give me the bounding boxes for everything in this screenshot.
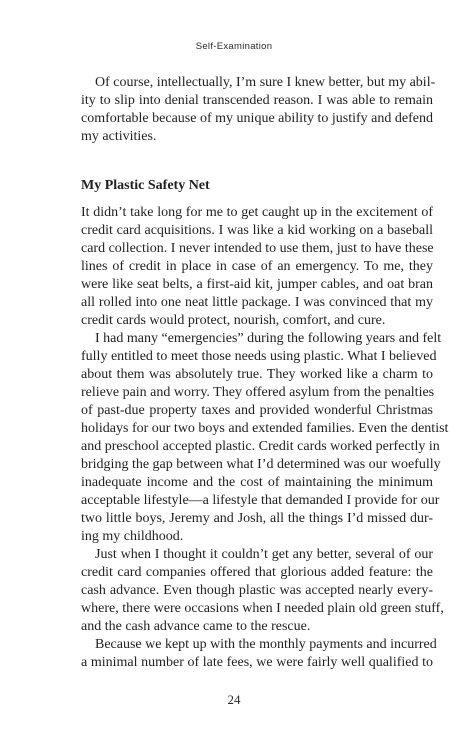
intro-paragraph bbox=[81, 74, 436, 146]
text-line: credit card companies offered that glorious added feature: the bbox=[81, 565, 433, 580]
text-line: a minimal number of late fees, we were fairly well qualified to bbox=[81, 655, 433, 670]
body-text bbox=[81, 204, 449, 672]
text-line: Of course, intellectually, I’m sure I knew better, but my abil- bbox=[95, 75, 436, 90]
text-line: card collection. I never intended to use them, just to have these bbox=[81, 241, 434, 256]
text-line: acceptable lifestyle—a lifestyle that demanded I provide for our bbox=[81, 493, 440, 508]
text-line: and preschool accepted plastic. Credit cards worked perfectly in bbox=[81, 439, 440, 454]
text-line: comfortable because of my unique ability to justify and defend bbox=[81, 111, 433, 126]
text-line: fully entitled to meet those needs using plastic. What I believed bbox=[81, 349, 437, 364]
text-line: my activities. bbox=[81, 129, 157, 144]
text-line: where, there were occasions when I needed plain old green stuff, bbox=[81, 601, 444, 616]
text-line: all rolled into one neat little package. I was convinced that my bbox=[81, 295, 433, 310]
text-line: ing my childhood. bbox=[81, 529, 184, 544]
text-line: bridging the gap between what I’d determined was our woefully bbox=[81, 457, 441, 472]
text-line: two little boys, Jeremy and Josh, all the things I’d missed dur- bbox=[81, 511, 433, 526]
text-line: credit cards would protect, nourish, comfort, and cure. bbox=[81, 313, 386, 328]
text-line: of past-due property taxes and provided wonderful Christmas bbox=[81, 403, 433, 418]
text-line: relieve pain and worry. They offered asylum from the penalties bbox=[81, 385, 435, 400]
text-line: and the cash advance came to the rescue. bbox=[81, 619, 311, 634]
text-line: credit card acquisitions. I was like a kid working on a baseball bbox=[81, 223, 433, 238]
text-line: lines of credit in place in case of an emergency. To me, they bbox=[81, 259, 433, 274]
text-line: cash advance. Even though plastic was accepted nearly every- bbox=[81, 583, 433, 598]
running-head: Self-Examination bbox=[195, 41, 273, 52]
page-number: 24 bbox=[227, 692, 241, 707]
text-line: It didn’t take long for me to get caught up in the excitement of bbox=[81, 205, 433, 220]
text-line: inadequate income and the cost of maintaining the minimum bbox=[81, 475, 433, 490]
section-heading: My Plastic Safety Net bbox=[81, 178, 210, 193]
text-line: ity to slip into denial transcended reason. I was able to remain bbox=[81, 93, 433, 108]
text-line: about them was absolutely true. They worked like a charm to bbox=[81, 367, 433, 382]
text-line: Just when I thought it couldn’t get any better, several of our bbox=[95, 547, 433, 562]
text-line: Because we kept up with the monthly payments and incurred bbox=[95, 637, 437, 652]
text-line: holidays for our two boys and extended families. Even the dentist bbox=[81, 421, 449, 436]
text-line: were like seat belts, a first-aid kit, jumper cables, and oat bran bbox=[81, 277, 433, 292]
text-line: I had many “emergencies” during the following years and felt bbox=[95, 331, 442, 346]
